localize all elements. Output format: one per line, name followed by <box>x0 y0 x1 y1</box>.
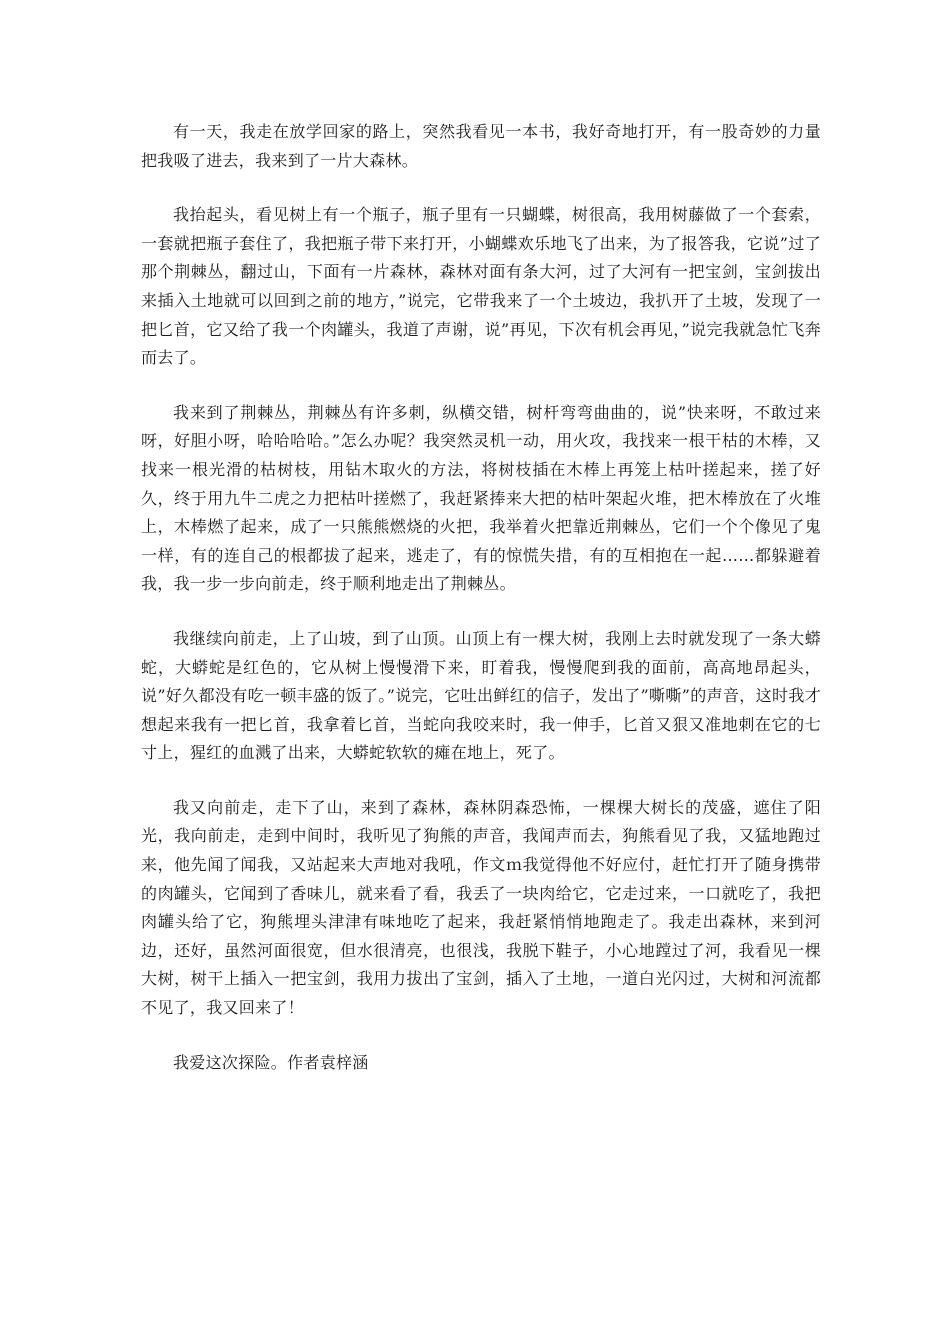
paragraph-2: 我抬起头，看见树上有一个瓶子，瓶子里有一只蝴蝶，树很高，我用树藤做了一个套索，一套就把瓶子套住了，我把瓶子带下来打开，小蝴蝶欢乐地飞了出来，为了报答我，它说”过了那个荆棘丛，翻过山，下面有一片森林，森林对面有条大河，过了大河有一把宝剑，宝剑拔出来插入土地就可以回到之前的地方，”说完，它带我来了一个土坡边，我扒开了土坡，发现了一把匕首，它又给了我一个肉罐头，我道了声谢，说”再见，下次有机会再见，”说完我就急忙飞奔而去了。 <box>141 205 821 368</box>
document-body <box>141 118 821 1103</box>
paragraph-4: 我继续向前走，上了山坡，到了山顶。山顶上有一棵大树，我刚上去时就发现了一条大蟒蛇，大蟒蛇是红色的，它从树上慢慢滑下来，盯着我，慢慢爬到我的面前，高高地昂起头，说”好久都没有吃一顿丰盛的饭了。”说完，它吐出鲜红的信子，发出了”嘶嘶”的声音，这时我才想起来我有一把匕首，我拿着匕首，当蛇向我咬来时，我一伸手，匕首又狠又准地刺在它的七寸上，猩红的血溅了出来，大蟒蛇软软的瘫在地上，死了。 <box>141 628 821 763</box>
paragraph-3: 我来到了荆棘丛，荆棘丛有许多刺，纵横交错，树杆弯弯曲曲的，说”快来呀，不敢过来呀，好胆小呀，哈哈哈哈。”怎么办呢？我突然灵机一动，用火攻，我找来一根干枯的木棒，又找来一根光滑的枯树枝，用钻木取火的方法，将树枝插在木棒上再笼上枯叶搓起来，搓了好久，终于用九牛二虎之力把枯叶搓燃了，我赶紧捧来大把的枯叶架起火堆，把木棒放在了火堆上，木棒燃了起来，成了一只熊熊燃烧的火把，我举着火把靠近荆棘丛，它们一个个像见了鬼一样，有的连自己的根都拔了起来，逃走了，有的惊慌失措，有的互相抱在一起……都躲避着我，我一步一步向前走，终于顺利地走出了荆棘丛。 <box>141 402 821 594</box>
closing-line: 我爱这次探险。作者袁梓涵 <box>173 1052 369 1072</box>
paragraph-5: 我又向前走，走下了山，来到了森林，森林阴森恐怖，一棵棵大树长的茂盛，遮住了阳光，我向前走，走到中间时，我听见了狗熊的声音，我闻声而去，狗熊看见了我，又猛地跑过来，他先闻了闻我，又站起来大声地对我吼，作文ｍ我觉得他不好应付，赶忙打开了随身携带的肉罐头，它闻到了香味儿，就来看了看，我丢了一块肉给它，它走过来，一口就吃了，我把肉罐头给了它，狗熊埋头津津有味地吃了起来，我赶紧悄悄地跑走了。我走出森林，来到河边，还好，虽然河面很宽，但水很清亮，也很浅，我脱下鞋子，小心地蹚过了河，我看见一棵大树，树干上插入一把宝剑，我用力拔出了宝剑，插入了土地，一道白光闪过，大树和河流都不见了，我又回来了！ <box>141 797 821 1018</box>
paragraph-1: 有一天，我走在放学回家的路上，突然我看见一本书，我好奇地打开，有一股奇妙的力量把我吸了进去，我来到了一片大森林。 <box>141 122 821 170</box>
